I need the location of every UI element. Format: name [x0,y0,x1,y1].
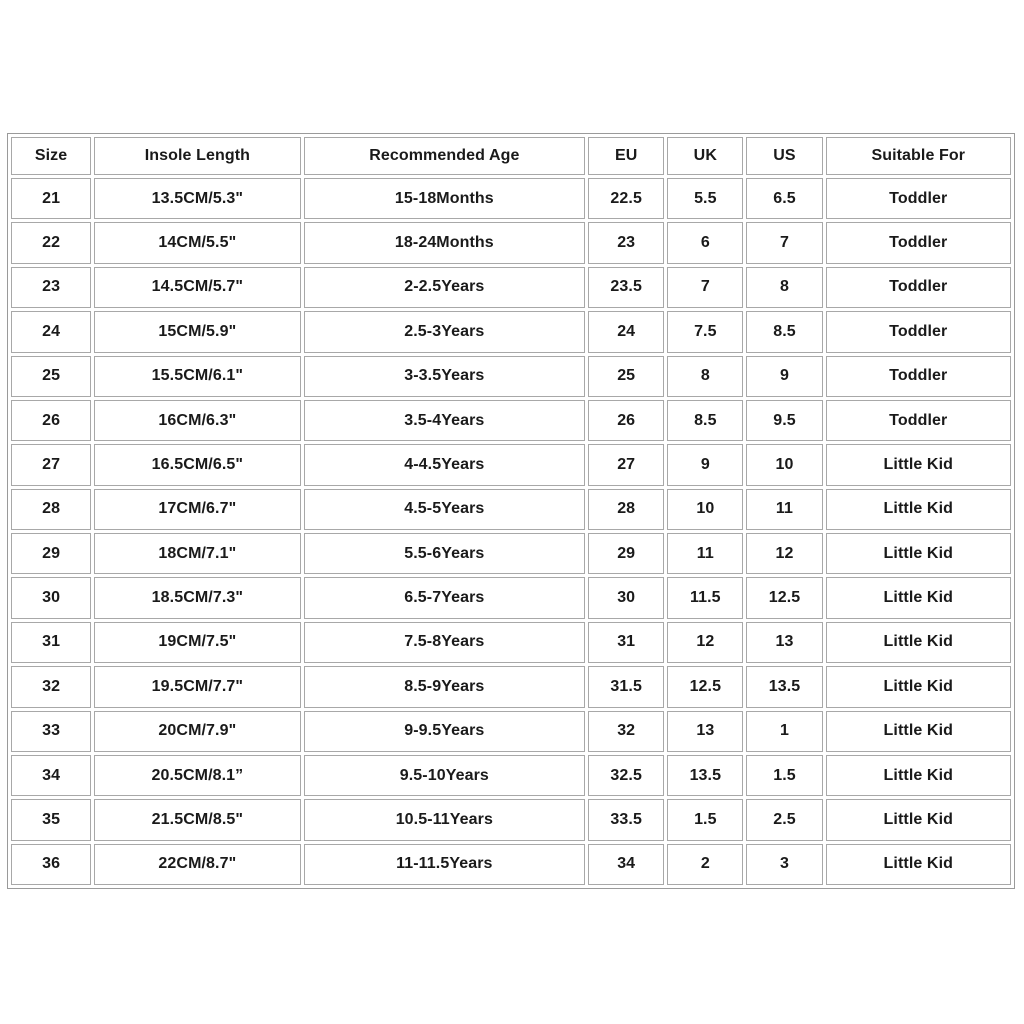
cell-insole-length: 19CM/7.5" [94,622,300,663]
cell-recommended-age: 4.5-5Years [304,489,586,530]
cell-uk: 2 [667,844,743,885]
cell-uk: 13.5 [667,755,743,796]
cell-uk: 7.5 [667,311,743,352]
table-row [11,400,1011,441]
cell-insole-length: 16CM/6.3" [94,400,300,441]
header-insole-length: Insole Length [94,137,300,175]
cell-eu: 24 [588,311,664,352]
cell-size: 34 [11,755,91,796]
cell-suitable-for: Toddler [826,311,1011,352]
header-recommended-age: Recommended Age [304,137,586,175]
cell-suitable-for: Little Kid [826,666,1011,707]
cell-suitable-for: Little Kid [826,711,1011,752]
table-row [11,533,1011,574]
cell-suitable-for: Little Kid [826,844,1011,885]
header-uk: UK [667,137,743,175]
cell-us: 3 [746,844,822,885]
cell-size: 36 [11,844,91,885]
size-chart-table [7,133,1015,889]
cell-suitable-for: Toddler [826,400,1011,441]
cell-us: 12 [746,533,822,574]
cell-suitable-for: Toddler [826,356,1011,397]
cell-uk: 9 [667,444,743,485]
cell-us: 6.5 [746,178,822,219]
cell-suitable-for: Little Kid [826,533,1011,574]
cell-size: 35 [11,799,91,840]
cell-insole-length: 18.5CM/7.3" [94,577,300,618]
cell-eu: 32 [588,711,664,752]
cell-suitable-for: Little Kid [826,444,1011,485]
table-row [11,844,1011,885]
cell-uk: 5.5 [667,178,743,219]
cell-recommended-age: 2.5-3Years [304,311,586,352]
cell-size: 23 [11,267,91,308]
cell-recommended-age: 2-2.5Years [304,267,586,308]
table-row [11,755,1011,796]
cell-eu: 31 [588,622,664,663]
cell-eu: 25 [588,356,664,397]
cell-eu: 34 [588,844,664,885]
cell-suitable-for: Little Kid [826,622,1011,663]
cell-recommended-age: 5.5-6Years [304,533,586,574]
cell-us: 13.5 [746,666,822,707]
cell-insole-length: 18CM/7.1" [94,533,300,574]
cell-insole-length: 15CM/5.9" [94,311,300,352]
table-body [11,178,1011,885]
cell-eu: 23.5 [588,267,664,308]
cell-insole-length: 14.5CM/5.7" [94,267,300,308]
cell-uk: 12 [667,622,743,663]
cell-size: 27 [11,444,91,485]
cell-us: 8.5 [746,311,822,352]
cell-insole-length: 20.5CM/8.1” [94,755,300,796]
cell-uk: 6 [667,222,743,263]
cell-us: 2.5 [746,799,822,840]
cell-recommended-age: 4-4.5Years [304,444,586,485]
cell-eu: 27 [588,444,664,485]
cell-uk: 12.5 [667,666,743,707]
cell-uk: 1.5 [667,799,743,840]
table-row [11,222,1011,263]
cell-us: 1.5 [746,755,822,796]
cell-recommended-age: 6.5-7Years [304,577,586,618]
cell-suitable-for: Toddler [826,267,1011,308]
cell-us: 12.5 [746,577,822,618]
cell-us: 7 [746,222,822,263]
table-row [11,311,1011,352]
cell-uk: 8.5 [667,400,743,441]
cell-eu: 23 [588,222,664,263]
cell-us: 11 [746,489,822,530]
cell-recommended-age: 18-24Months [304,222,586,263]
cell-size: 29 [11,533,91,574]
cell-size: 28 [11,489,91,530]
table-row [11,444,1011,485]
table-row [11,178,1011,219]
cell-insole-length: 15.5CM/6.1" [94,356,300,397]
cell-us: 1 [746,711,822,752]
cell-recommended-age: 11-11.5Years [304,844,586,885]
table-row [11,711,1011,752]
cell-us: 13 [746,622,822,663]
cell-insole-length: 22CM/8.7" [94,844,300,885]
cell-eu: 31.5 [588,666,664,707]
cell-suitable-for: Little Kid [826,577,1011,618]
table-header-row [11,137,1011,175]
cell-uk: 7 [667,267,743,308]
cell-us: 9 [746,356,822,397]
cell-suitable-for: Little Kid [826,799,1011,840]
cell-insole-length: 20CM/7.9" [94,711,300,752]
cell-suitable-for: Little Kid [826,755,1011,796]
cell-recommended-age: 8.5-9Years [304,666,586,707]
table-row [11,666,1011,707]
cell-size: 31 [11,622,91,663]
cell-suitable-for: Toddler [826,178,1011,219]
cell-suitable-for: Little Kid [826,489,1011,530]
cell-size: 32 [11,666,91,707]
cell-insole-length: 14CM/5.5" [94,222,300,263]
table-row [11,622,1011,663]
cell-eu: 30 [588,577,664,618]
cell-recommended-age: 3.5-4Years [304,400,586,441]
table-row [11,267,1011,308]
cell-insole-length: 16.5CM/6.5" [94,444,300,485]
cell-size: 22 [11,222,91,263]
cell-eu: 29 [588,533,664,574]
cell-recommended-age: 15-18Months [304,178,586,219]
cell-size: 26 [11,400,91,441]
cell-size: 25 [11,356,91,397]
cell-eu: 33.5 [588,799,664,840]
cell-suitable-for: Toddler [826,222,1011,263]
cell-uk: 10 [667,489,743,530]
cell-uk: 11 [667,533,743,574]
cell-eu: 26 [588,400,664,441]
cell-recommended-age: 10.5-11Years [304,799,586,840]
cell-uk: 11.5 [667,577,743,618]
cell-size: 24 [11,311,91,352]
table-row [11,577,1011,618]
cell-size: 21 [11,178,91,219]
table-row [11,356,1011,397]
cell-insole-length: 21.5CM/8.5" [94,799,300,840]
header-suitable-for: Suitable For [826,137,1011,175]
table-row [11,489,1011,530]
cell-eu: 22.5 [588,178,664,219]
cell-us: 10 [746,444,822,485]
cell-eu: 28 [588,489,664,530]
cell-us: 9.5 [746,400,822,441]
cell-insole-length: 13.5CM/5.3" [94,178,300,219]
table-row [11,799,1011,840]
cell-insole-length: 17CM/6.7" [94,489,300,530]
cell-insole-length: 19.5CM/7.7" [94,666,300,707]
cell-eu: 32.5 [588,755,664,796]
cell-size: 30 [11,577,91,618]
header-size: Size [11,137,91,175]
cell-us: 8 [746,267,822,308]
cell-uk: 13 [667,711,743,752]
cell-size: 33 [11,711,91,752]
cell-recommended-age: 9-9.5Years [304,711,586,752]
cell-recommended-age: 3-3.5Years [304,356,586,397]
cell-recommended-age: 9.5-10Years [304,755,586,796]
cell-uk: 8 [667,356,743,397]
cell-recommended-age: 7.5-8Years [304,622,586,663]
header-us: US [746,137,822,175]
header-eu: EU [588,137,664,175]
